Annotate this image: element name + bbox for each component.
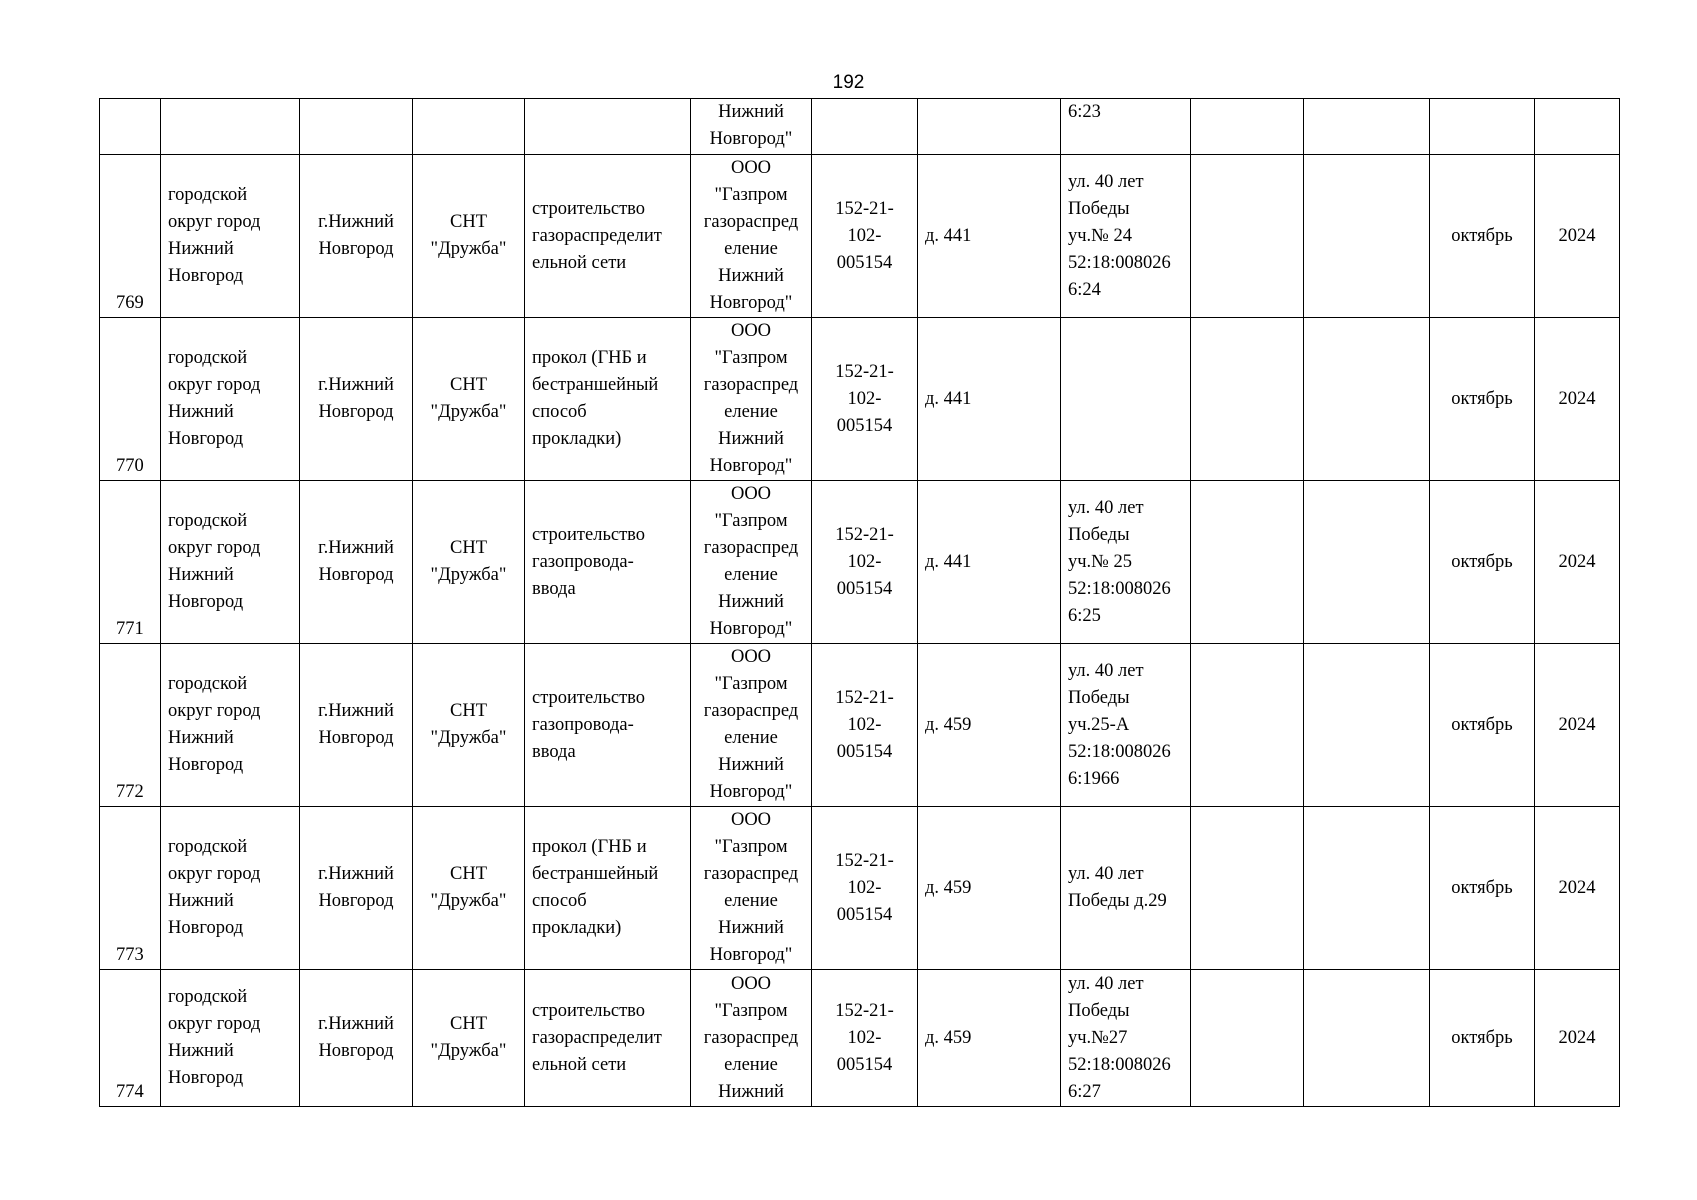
org-line: ООО (730, 973, 772, 994)
work-line: строительство (532, 198, 646, 219)
org-line: газораспред (703, 1027, 799, 1048)
district-line: городской (168, 511, 248, 531)
cell-work (525, 318, 691, 481)
cell-num (100, 481, 161, 644)
row-number: 773 (116, 945, 144, 965)
org-line: Нижний (718, 918, 784, 938)
table-row (100, 644, 1620, 807)
work-line: способ (532, 891, 587, 911)
doc-line: 102- (847, 877, 882, 898)
cell-doc (812, 155, 918, 318)
cell-doc (812, 970, 918, 1107)
doc-line: 005154 (836, 904, 893, 925)
district-line: городской (168, 987, 248, 1007)
address-line: 6:24 (1068, 279, 1101, 300)
org-line: Нижний (718, 592, 784, 612)
cell-year (1535, 99, 1620, 155)
cell-snt (413, 318, 525, 481)
cell-month (1430, 644, 1535, 807)
district-line: городской (168, 185, 248, 205)
snt-line: "Дружба" (430, 891, 507, 911)
doc-line: 102- (847, 714, 882, 735)
cell-address (1061, 807, 1191, 970)
work-line: газопровода- (532, 714, 634, 735)
cell-district (161, 644, 300, 807)
cell-empty (1191, 970, 1304, 1107)
address-line: 6:1966 (1068, 768, 1120, 789)
cell-empty (1304, 99, 1430, 155)
snt-line: СНТ (450, 212, 487, 232)
cell-city (300, 318, 413, 481)
district-line: округ город (168, 864, 261, 884)
org-line: газораспред (703, 864, 799, 884)
month-value: октябрь (1451, 225, 1513, 246)
address-line: ул. 40 лет (1068, 864, 1144, 884)
cell-empty (1191, 807, 1304, 970)
org-line: Нижний (718, 102, 784, 122)
cell-empty (1191, 481, 1304, 644)
year-value: 2024 (1558, 388, 1596, 409)
address-line: Победы (1068, 198, 1130, 219)
work-line: газопровода- (532, 551, 634, 572)
doc-line: 152-21- (835, 687, 894, 708)
work-line: прокладки) (532, 429, 622, 449)
cell-year (1535, 970, 1620, 1107)
year-value: 2024 (1558, 225, 1596, 246)
cell-org (691, 644, 812, 807)
org-line: ООО (730, 158, 772, 178)
snt-line: СНТ (450, 1014, 487, 1034)
cell-snt (413, 481, 525, 644)
house-number: д. 441 (925, 551, 972, 572)
cell-city (300, 155, 413, 318)
org-line: Новгород" (709, 945, 793, 965)
house-number: д. 459 (925, 877, 972, 898)
cell-house (918, 99, 1061, 155)
cell-num (100, 99, 161, 155)
doc-line: 102- (847, 225, 882, 246)
cell-work (525, 99, 691, 155)
cell-address (1061, 481, 1191, 644)
address-line: 52:18:008026 (1068, 1054, 1171, 1075)
org-line: "Газпром (714, 348, 788, 368)
cell-empty (1304, 318, 1430, 481)
address-line: Победы (1068, 687, 1130, 708)
work-line: строительство (532, 1000, 646, 1021)
cell-year (1535, 481, 1620, 644)
table-row (100, 970, 1620, 1107)
org-line: Нижний (718, 1081, 784, 1102)
city-line: г.Нижний (318, 212, 394, 232)
cell-house (918, 970, 1061, 1107)
continuation-row (100, 99, 1620, 155)
cell-city (300, 807, 413, 970)
work-line: газораспределит (532, 1027, 662, 1048)
district-line: округ город (168, 538, 261, 558)
year-value: 2024 (1558, 1027, 1596, 1048)
org-line: "Газпром (714, 1000, 788, 1021)
cell-org (691, 807, 812, 970)
cell-district (161, 155, 300, 318)
work-line: ельной сети (532, 252, 627, 273)
district-line: округ город (168, 701, 261, 721)
register-table (99, 98, 1620, 1107)
doc-line: 152-21- (835, 1000, 894, 1021)
district-line: Новгород (168, 429, 244, 449)
cell-empty (1191, 99, 1304, 155)
org-line: Нижний (718, 429, 784, 449)
cell-org (691, 970, 812, 1107)
month-value: октябрь (1451, 388, 1513, 409)
cell-year (1535, 644, 1620, 807)
row-number: 769 (116, 293, 144, 313)
district-line: Нижний (168, 891, 234, 911)
snt-line: "Дружба" (430, 402, 507, 422)
table-row (100, 155, 1620, 318)
cell-empty (1191, 155, 1304, 318)
snt-line: СНТ (450, 701, 487, 721)
doc-line: 152-21- (835, 198, 894, 219)
district-line: Новгород (168, 918, 244, 938)
district-line: Нижний (168, 728, 234, 748)
snt-line: "Дружба" (430, 239, 507, 259)
cell-work (525, 155, 691, 318)
doc-line: 102- (847, 388, 882, 409)
org-line: еление (724, 1054, 778, 1075)
org-line: Новгород" (709, 129, 793, 149)
org-line: газораспред (703, 375, 799, 395)
doc-line: 005154 (836, 741, 893, 762)
snt-line: "Дружба" (430, 728, 507, 748)
address-line: уч.25-А (1068, 714, 1130, 735)
work-line: прокладки) (532, 918, 622, 938)
org-line: "Газпром (714, 837, 788, 857)
cell-num (100, 970, 161, 1107)
cell-year (1535, 155, 1620, 318)
org-line: Нижний (718, 755, 784, 775)
district-line: Новгород (168, 592, 244, 612)
house-number: д. 459 (925, 1027, 972, 1048)
doc-line: 102- (847, 1027, 882, 1048)
address-line: уч.№ 25 (1068, 551, 1132, 572)
address-line: Победы (1068, 524, 1130, 545)
snt-line: "Дружба" (430, 565, 507, 585)
table-row (100, 318, 1620, 481)
cell-address (1061, 318, 1191, 481)
cell-year (1535, 318, 1620, 481)
work-line: прокол (ГНБ и (532, 837, 647, 857)
snt-line: СНТ (450, 375, 487, 395)
address-line: 52:18:008026 (1068, 741, 1171, 762)
address-line: ул. 40 лет (1068, 171, 1144, 192)
cell-house (918, 807, 1061, 970)
address-line: 6:27 (1068, 1081, 1101, 1102)
address-line: 52:18:008026 (1068, 252, 1171, 273)
district-line: Нижний (168, 402, 234, 422)
org-line: Новгород" (709, 293, 793, 313)
address-line: ул. 40 лет (1068, 497, 1144, 518)
table-row (100, 481, 1620, 644)
cell-address (1061, 155, 1191, 318)
row-number: 771 (116, 619, 144, 639)
cell-empty (1304, 481, 1430, 644)
cell-empty (1191, 318, 1304, 481)
district-line: Нижний (168, 239, 234, 259)
city-line: Новгород (318, 402, 394, 422)
cell-snt (413, 970, 525, 1107)
doc-line: 005154 (836, 252, 893, 273)
district-line: Новгород (168, 755, 244, 775)
cell-month (1430, 99, 1535, 155)
year-value: 2024 (1558, 714, 1596, 735)
address-line: 6:25 (1068, 605, 1101, 626)
org-line: еление (724, 891, 778, 911)
house-number: д. 459 (925, 714, 972, 735)
doc-line: 152-21- (835, 361, 894, 382)
cell-num (100, 155, 161, 318)
cell-address (1061, 970, 1191, 1107)
work-line: бестраншейный (532, 864, 659, 884)
city-line: г.Нижний (318, 375, 394, 395)
table-body (100, 99, 1620, 1107)
district-line: округ город (168, 212, 261, 232)
cell-org (691, 481, 812, 644)
org-line: ООО (730, 810, 772, 830)
district-line: Нижний (168, 1041, 234, 1061)
work-line: газораспределит (532, 225, 662, 246)
doc-line: 005154 (836, 415, 893, 436)
city-line: г.Нижний (318, 701, 394, 721)
address-line: уч.№ 24 (1068, 225, 1132, 246)
cell-org (691, 318, 812, 481)
cell-city (300, 481, 413, 644)
cell-district (161, 318, 300, 481)
cell-snt (413, 99, 525, 155)
cell-district (161, 970, 300, 1107)
page-number: 192 (832, 72, 865, 93)
cell-month (1430, 970, 1535, 1107)
month-value: октябрь (1451, 877, 1513, 898)
org-line: газораспред (703, 538, 799, 558)
org-line: Нижний (718, 266, 784, 286)
year-value: 2024 (1558, 551, 1596, 572)
cell-house (918, 155, 1061, 318)
cell-month (1430, 318, 1535, 481)
cell-snt (413, 155, 525, 318)
cell-month (1430, 807, 1535, 970)
city-line: г.Нижний (318, 538, 394, 558)
city-line: Новгород (318, 891, 394, 911)
doc-line: 005154 (836, 1054, 893, 1075)
table-row (100, 807, 1620, 970)
cell-doc (812, 99, 918, 155)
cell-work (525, 970, 691, 1107)
doc-line: 102- (847, 551, 882, 572)
org-line: ООО (730, 321, 772, 341)
org-line: газораспред (703, 212, 799, 232)
district-line: округ город (168, 375, 261, 395)
org-line: "Газпром (714, 511, 788, 531)
cell-num (100, 807, 161, 970)
cell-month (1430, 155, 1535, 318)
cell-address (1061, 644, 1191, 807)
district-line: Новгород (168, 266, 244, 286)
work-line: способ (532, 402, 587, 422)
cell-work (525, 481, 691, 644)
cell-house (918, 644, 1061, 807)
org-line: еление (724, 565, 778, 585)
row-number: 770 (116, 456, 144, 476)
cell-city (300, 644, 413, 807)
work-line: ввода (532, 578, 576, 599)
address-line: уч.№27 (1068, 1027, 1128, 1048)
doc-line: 152-21- (835, 524, 894, 545)
address-line: Победы (1068, 1000, 1130, 1021)
org-line: ООО (730, 647, 772, 667)
cell-district (161, 99, 300, 155)
org-line: Новгород" (709, 619, 793, 639)
cell-month (1430, 481, 1535, 644)
city-line: Новгород (318, 728, 394, 748)
cell-num (100, 318, 161, 481)
row-number: 772 (116, 782, 144, 802)
address-line: 6:23 (1068, 102, 1101, 122)
doc-line: 152-21- (835, 850, 894, 871)
month-value: октябрь (1451, 1027, 1513, 1048)
year-value: 2024 (1558, 877, 1596, 898)
work-line: прокол (ГНБ и (532, 348, 647, 368)
district-line: Нижний (168, 565, 234, 585)
cell-org (691, 99, 812, 155)
cell-doc (812, 481, 918, 644)
cell-snt (413, 644, 525, 807)
cell-city (300, 99, 413, 155)
cell-empty (1304, 807, 1430, 970)
cell-doc (812, 644, 918, 807)
district-line: округ город (168, 1014, 261, 1034)
cell-empty (1304, 644, 1430, 807)
cell-org (691, 155, 812, 318)
org-line: Новгород" (709, 456, 793, 476)
address-line: 52:18:008026 (1068, 578, 1171, 599)
work-line: строительство (532, 524, 646, 545)
org-line: еление (724, 239, 778, 259)
cell-empty (1304, 155, 1430, 318)
address-line: ул. 40 лет (1068, 660, 1144, 681)
snt-line: "Дружба" (430, 1041, 507, 1061)
snt-line: СНТ (450, 538, 487, 558)
city-line: г.Нижний (318, 1014, 394, 1034)
cell-address (1061, 99, 1191, 155)
row-number: 774 (116, 1082, 144, 1102)
city-line: Новгород (318, 565, 394, 585)
org-line: "Газпром (714, 185, 788, 205)
cell-work (525, 644, 691, 807)
district-line: городской (168, 348, 248, 368)
city-line: г.Нижний (318, 864, 394, 884)
org-line: газораспред (703, 701, 799, 721)
cell-district (161, 481, 300, 644)
cell-num (100, 644, 161, 807)
org-line: Новгород" (709, 782, 793, 802)
cell-house (918, 481, 1061, 644)
cell-doc (812, 807, 918, 970)
org-line: еление (724, 402, 778, 422)
district-line: городской (168, 674, 248, 694)
cell-snt (413, 807, 525, 970)
org-line: "Газпром (714, 674, 788, 694)
doc-line: 005154 (836, 578, 893, 599)
cell-work (525, 807, 691, 970)
address-line: Победы д.29 (1068, 891, 1167, 911)
work-line: бестраншейный (532, 375, 659, 395)
house-number: д. 441 (925, 225, 972, 246)
address-line: ул. 40 лет (1068, 973, 1144, 994)
month-value: октябрь (1451, 714, 1513, 735)
month-value: октябрь (1451, 551, 1513, 572)
cell-year (1535, 807, 1620, 970)
org-line: еление (724, 728, 778, 748)
cell-empty (1304, 970, 1430, 1107)
work-line: строительство (532, 687, 646, 708)
cell-district (161, 807, 300, 970)
work-line: ельной сети (532, 1054, 627, 1075)
house-number: д. 441 (925, 388, 972, 409)
cell-empty (1191, 644, 1304, 807)
city-line: Новгород (318, 1041, 394, 1061)
cell-city (300, 970, 413, 1107)
district-line: Новгород (168, 1068, 244, 1088)
city-line: Новгород (318, 239, 394, 259)
district-line: городской (168, 837, 248, 857)
cell-house (918, 318, 1061, 481)
org-line: ООО (730, 484, 772, 504)
snt-line: СНТ (450, 864, 487, 884)
work-line: ввода (532, 741, 576, 762)
cell-doc (812, 318, 918, 481)
